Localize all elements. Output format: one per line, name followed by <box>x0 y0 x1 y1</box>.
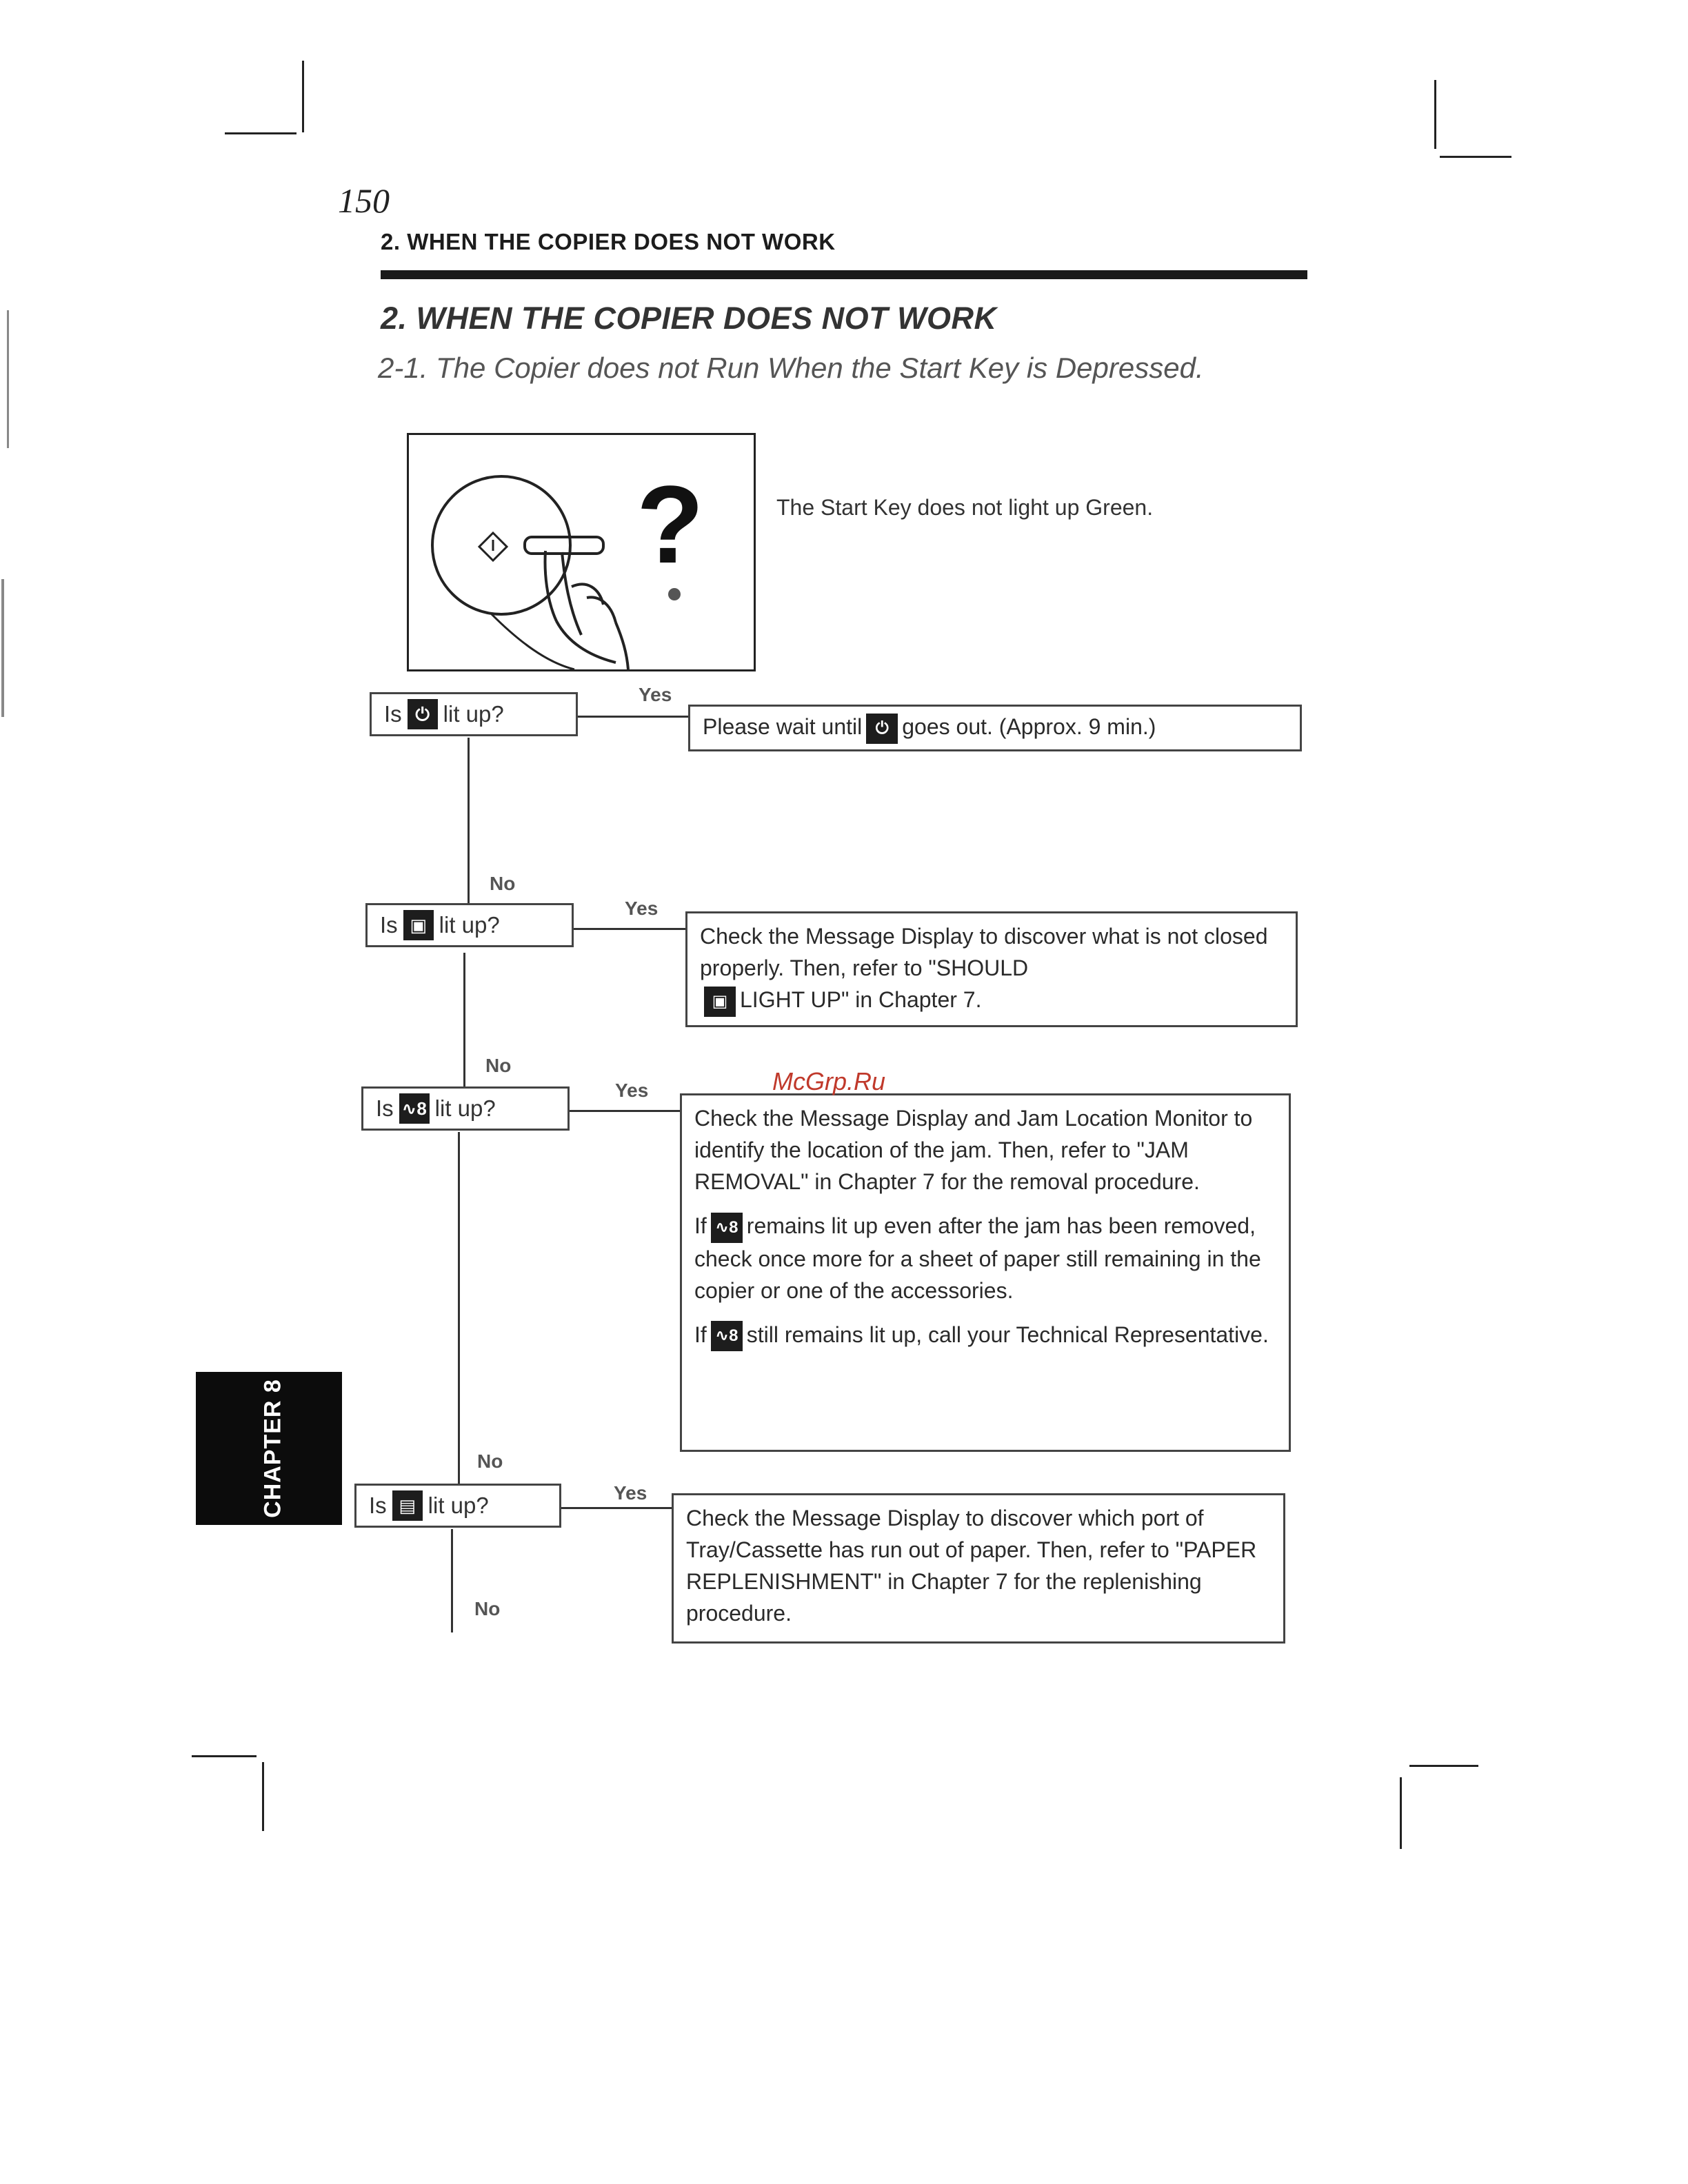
crop-mark <box>1434 80 1436 149</box>
scan-edge-mark <box>1 579 4 717</box>
page-number: 150 <box>338 181 390 220</box>
answer-box-power: Please wait until ⏻ goes out. (Approx. 9 min.) <box>688 705 1302 751</box>
flow-connector <box>568 1110 681 1112</box>
scan-edge-mark <box>7 310 9 448</box>
question-prefix: Is <box>384 701 402 727</box>
crop-mark <box>192 1755 257 1757</box>
flow-connector <box>463 953 465 1093</box>
answer-box-door: Check the Message Display to discover what is not closed properly. Then, refer to "SHOULD ▣ LIGHT UP" in Chapter 7. <box>685 911 1298 1027</box>
question-box-door <box>365 903 574 947</box>
door-open-icon: ▣ <box>403 910 434 940</box>
no-label: No <box>485 1055 512 1076</box>
no-label: No <box>477 1450 503 1472</box>
flow-connector <box>560 1507 673 1509</box>
paper-jam-icon: ∿8 <box>711 1213 743 1243</box>
question-box-jam <box>361 1086 570 1131</box>
yes-label: Yes <box>639 684 672 705</box>
crop-mark <box>302 61 304 132</box>
paper-jam-icon: ∿8 <box>399 1093 430 1124</box>
section-title: 2. WHEN THE COPIER DOES NOT WORK <box>381 301 997 336</box>
flow-connector <box>468 738 470 910</box>
door-open-icon: ▣ <box>704 987 736 1017</box>
question-box-paper <box>354 1484 561 1528</box>
yes-label: Yes <box>625 898 659 919</box>
chapter-tab <box>196 1372 342 1525</box>
question-prefix: Is <box>369 1493 387 1518</box>
question-suffix: lit up? <box>434 1095 496 1121</box>
no-label: No <box>490 873 516 894</box>
flow-connector <box>451 1529 453 1632</box>
power-icon: ⏻ <box>866 714 898 744</box>
crop-mark <box>262 1762 264 1831</box>
answer-box-jam: Check the Message Display and Jam Location Monitor to identify the location of the jam. Then, refer to "JAM REMOVAL" in Chapter 7 for the removal procedure. If ∿8 remains lit up even after the jam has been removed, check once more for a sheet of paper still remaining in the copier or one of the accessories. If ∿8 still remains lit up, call your Technical Representative. <box>680 1093 1291 1452</box>
flow-connector <box>576 716 690 718</box>
crop-mark <box>1440 156 1511 158</box>
question-suffix: lit up? <box>443 701 504 727</box>
illustration-caption: The Start Key does not light up Green. <box>776 495 1154 520</box>
paper-jam-icon: ∿8 <box>711 1321 743 1351</box>
crop-mark <box>1409 1765 1478 1767</box>
running-head: 2. WHEN THE COPIER DOES NOT WORK <box>381 229 836 254</box>
answer-box-paper: Check the Message Display to discover which port of Tray/Cassette has run out of paper. Then, refer to "PAPER REPLENISHMENT" in Chapter 7 for the replenishing procedure. <box>672 1493 1285 1644</box>
question-suffix: lit up? <box>428 1493 489 1518</box>
question-mark-icon: ? <box>636 463 704 586</box>
start-key-illustration <box>407 433 756 671</box>
crop-mark <box>1400 1777 1402 1849</box>
add-paper-icon: ▤ <box>392 1490 423 1521</box>
question-dot <box>668 588 681 600</box>
crop-mark <box>225 132 297 134</box>
power-icon: ⏻ <box>408 699 438 729</box>
chapter-tab-label: CHAPTER 8 <box>259 1379 286 1518</box>
question-prefix: Is <box>380 912 398 938</box>
no-label: No <box>474 1598 501 1619</box>
question-prefix: Is <box>376 1095 394 1121</box>
flow-connector <box>458 1132 460 1486</box>
yes-label: Yes <box>614 1482 647 1504</box>
watermark: McGrp.Ru <box>772 1067 886 1095</box>
header-rule <box>381 270 1307 279</box>
yes-label: Yes <box>615 1080 649 1101</box>
question-suffix: lit up? <box>439 912 500 938</box>
question-box-power <box>370 692 578 736</box>
flow-connector <box>572 928 685 930</box>
subsection-title: 2-1. The Copier does not Run When the Start Key is Depressed. <box>378 352 1204 384</box>
